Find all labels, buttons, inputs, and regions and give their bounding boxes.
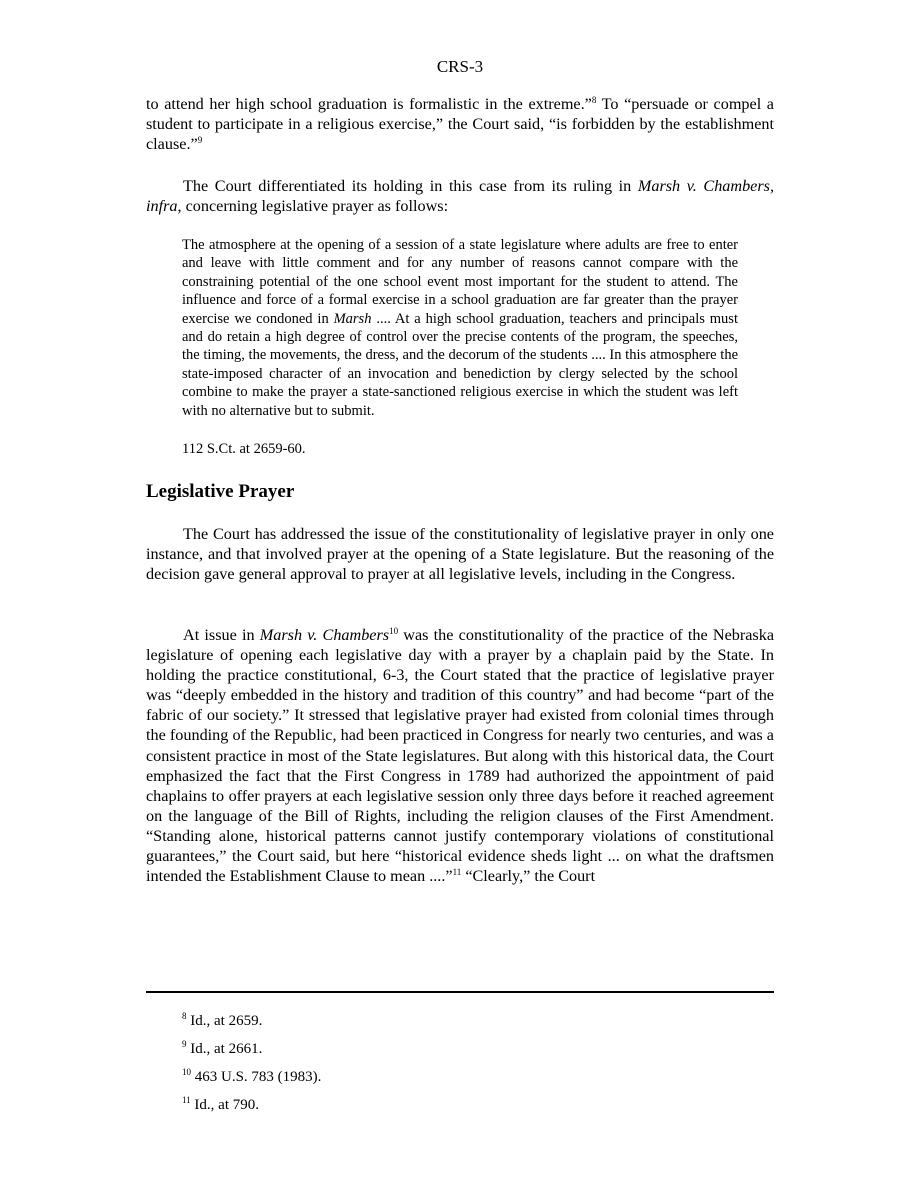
paragraph-text: At issue in <box>183 626 260 644</box>
footnote-ref-11[interactable]: 11 <box>452 867 462 878</box>
paragraph-text: to attend her high school graduation is formalistic in the extreme.” <box>146 95 592 113</box>
footnote-divider <box>146 991 774 993</box>
case-name: Marsh v. Chambers, infra <box>146 177 774 216</box>
footnote-11 <box>182 1096 259 1114</box>
footnote-8 <box>182 1012 262 1030</box>
paragraph-text: The Court has addressed the issue of the constitutionality of legislative prayer in only one instance, and that involved prayer at the opening of a State legislature. But the reasoning of the decision gave general approval to prayer at all legislative levels, including in the Congress. <box>146 525 774 584</box>
footnote-9 <box>182 1040 262 1058</box>
page-label: CRS-3 <box>436 57 484 76</box>
block-quote <box>182 236 738 420</box>
paragraph-differentiation <box>146 176 774 216</box>
footnote-10 <box>182 1068 321 1086</box>
paragraph-text: , concerning legislative prayer as follows: <box>177 197 449 216</box>
footnote-text: Id., at 790. <box>190 1097 259 1113</box>
paragraph-marsh-v-chambers <box>146 625 774 886</box>
paragraph-text: To “persuade or compel a student to participate in a religious exercise,” the Court said, “is forbidden by the establishment clause.” <box>146 95 774 154</box>
paragraph-graduation-conclusion <box>146 94 774 154</box>
paragraph-legislative-prayer-intro <box>146 524 774 584</box>
footnote-text: Id., at 2661. <box>186 1041 263 1057</box>
footnote-number: 8 <box>182 1011 187 1021</box>
footnote-number: 11 <box>182 1095 191 1105</box>
footnote-number: 9 <box>182 1039 187 1049</box>
paragraph-text: The Court differentiated its holding in this case from its ruling in <box>183 177 638 195</box>
footnote-number: 10 <box>182 1067 191 1077</box>
paragraph-text: was the constitutionality of the practice of the Nebraska legislature of opening each legislative day with a prayer by a chaplain paid by the State. In holding the practice constitutional, 6-3, the Court stated that the practice of legislative prayer was “deeply embedded in the history and tradition of this country” and had become “part of the fabric of our society.” It stressed that legislative prayer had existed from colonial times through the founding of the Republic, had been practiced in Congress for nearly two centuries, and was a consistent practice in most of the State legislatures. But along with this historical data, the Court emphasized the fact that the First Congress in 1789 had authorized the appointment of paid chaplains to offer prayers at each legislative session only three days before it reached agreement on the language of the Bill of Rights, including the religion clauses of the First Amendment. “Standing alone, historical patterns cannot justify contemporary violations of constitutional guarantees,” the Court said, but here “historical evidence sheds light ... on what the draftsmen intended the Establishment Clause to mean ....” <box>146 626 774 886</box>
footnote-ref-9[interactable]: 9 <box>197 135 203 146</box>
section-heading: Legislative Prayer <box>146 481 295 502</box>
case-name: Marsh <box>333 310 372 327</box>
footnote-text: Id., at 2659. <box>186 1013 263 1029</box>
footnote-text: 463 U.S. 783 (1983). <box>191 1069 322 1085</box>
paragraph-text: “Clearly,” the Court <box>461 867 596 886</box>
footnote-ref-10[interactable]: 10 <box>389 626 399 636</box>
footnote-ref-8[interactable]: 8 <box>591 95 597 105</box>
quote-text: .... At a high school graduation, teachers and principals must and do retain a high degree of control over the precise contents of the program, the speeches, the timing, the movements, the dress, and the decorum of the students .... In this atmosphere the state-imposed character of an invocation and benediction by clergy selected by the school combine to make the prayer a state-sanctioned religious exercise in which the student was left with no alternative but to submit. <box>182 310 738 419</box>
case-name: Marsh v. Chambers <box>259 626 390 644</box>
quote-citation: 112 S.Ct. at 2659-60. <box>182 441 306 457</box>
quote-text: The atmosphere at the opening of a session of a state legislature where adults are free to enter and leave with little comment and for any number of reasons cannot compare with the constraining potential of the one school event most important for the student to attend. The influence and force of a formal exercise in a school graduation are far greater than the prayer exercise we condoned in <box>182 237 738 327</box>
